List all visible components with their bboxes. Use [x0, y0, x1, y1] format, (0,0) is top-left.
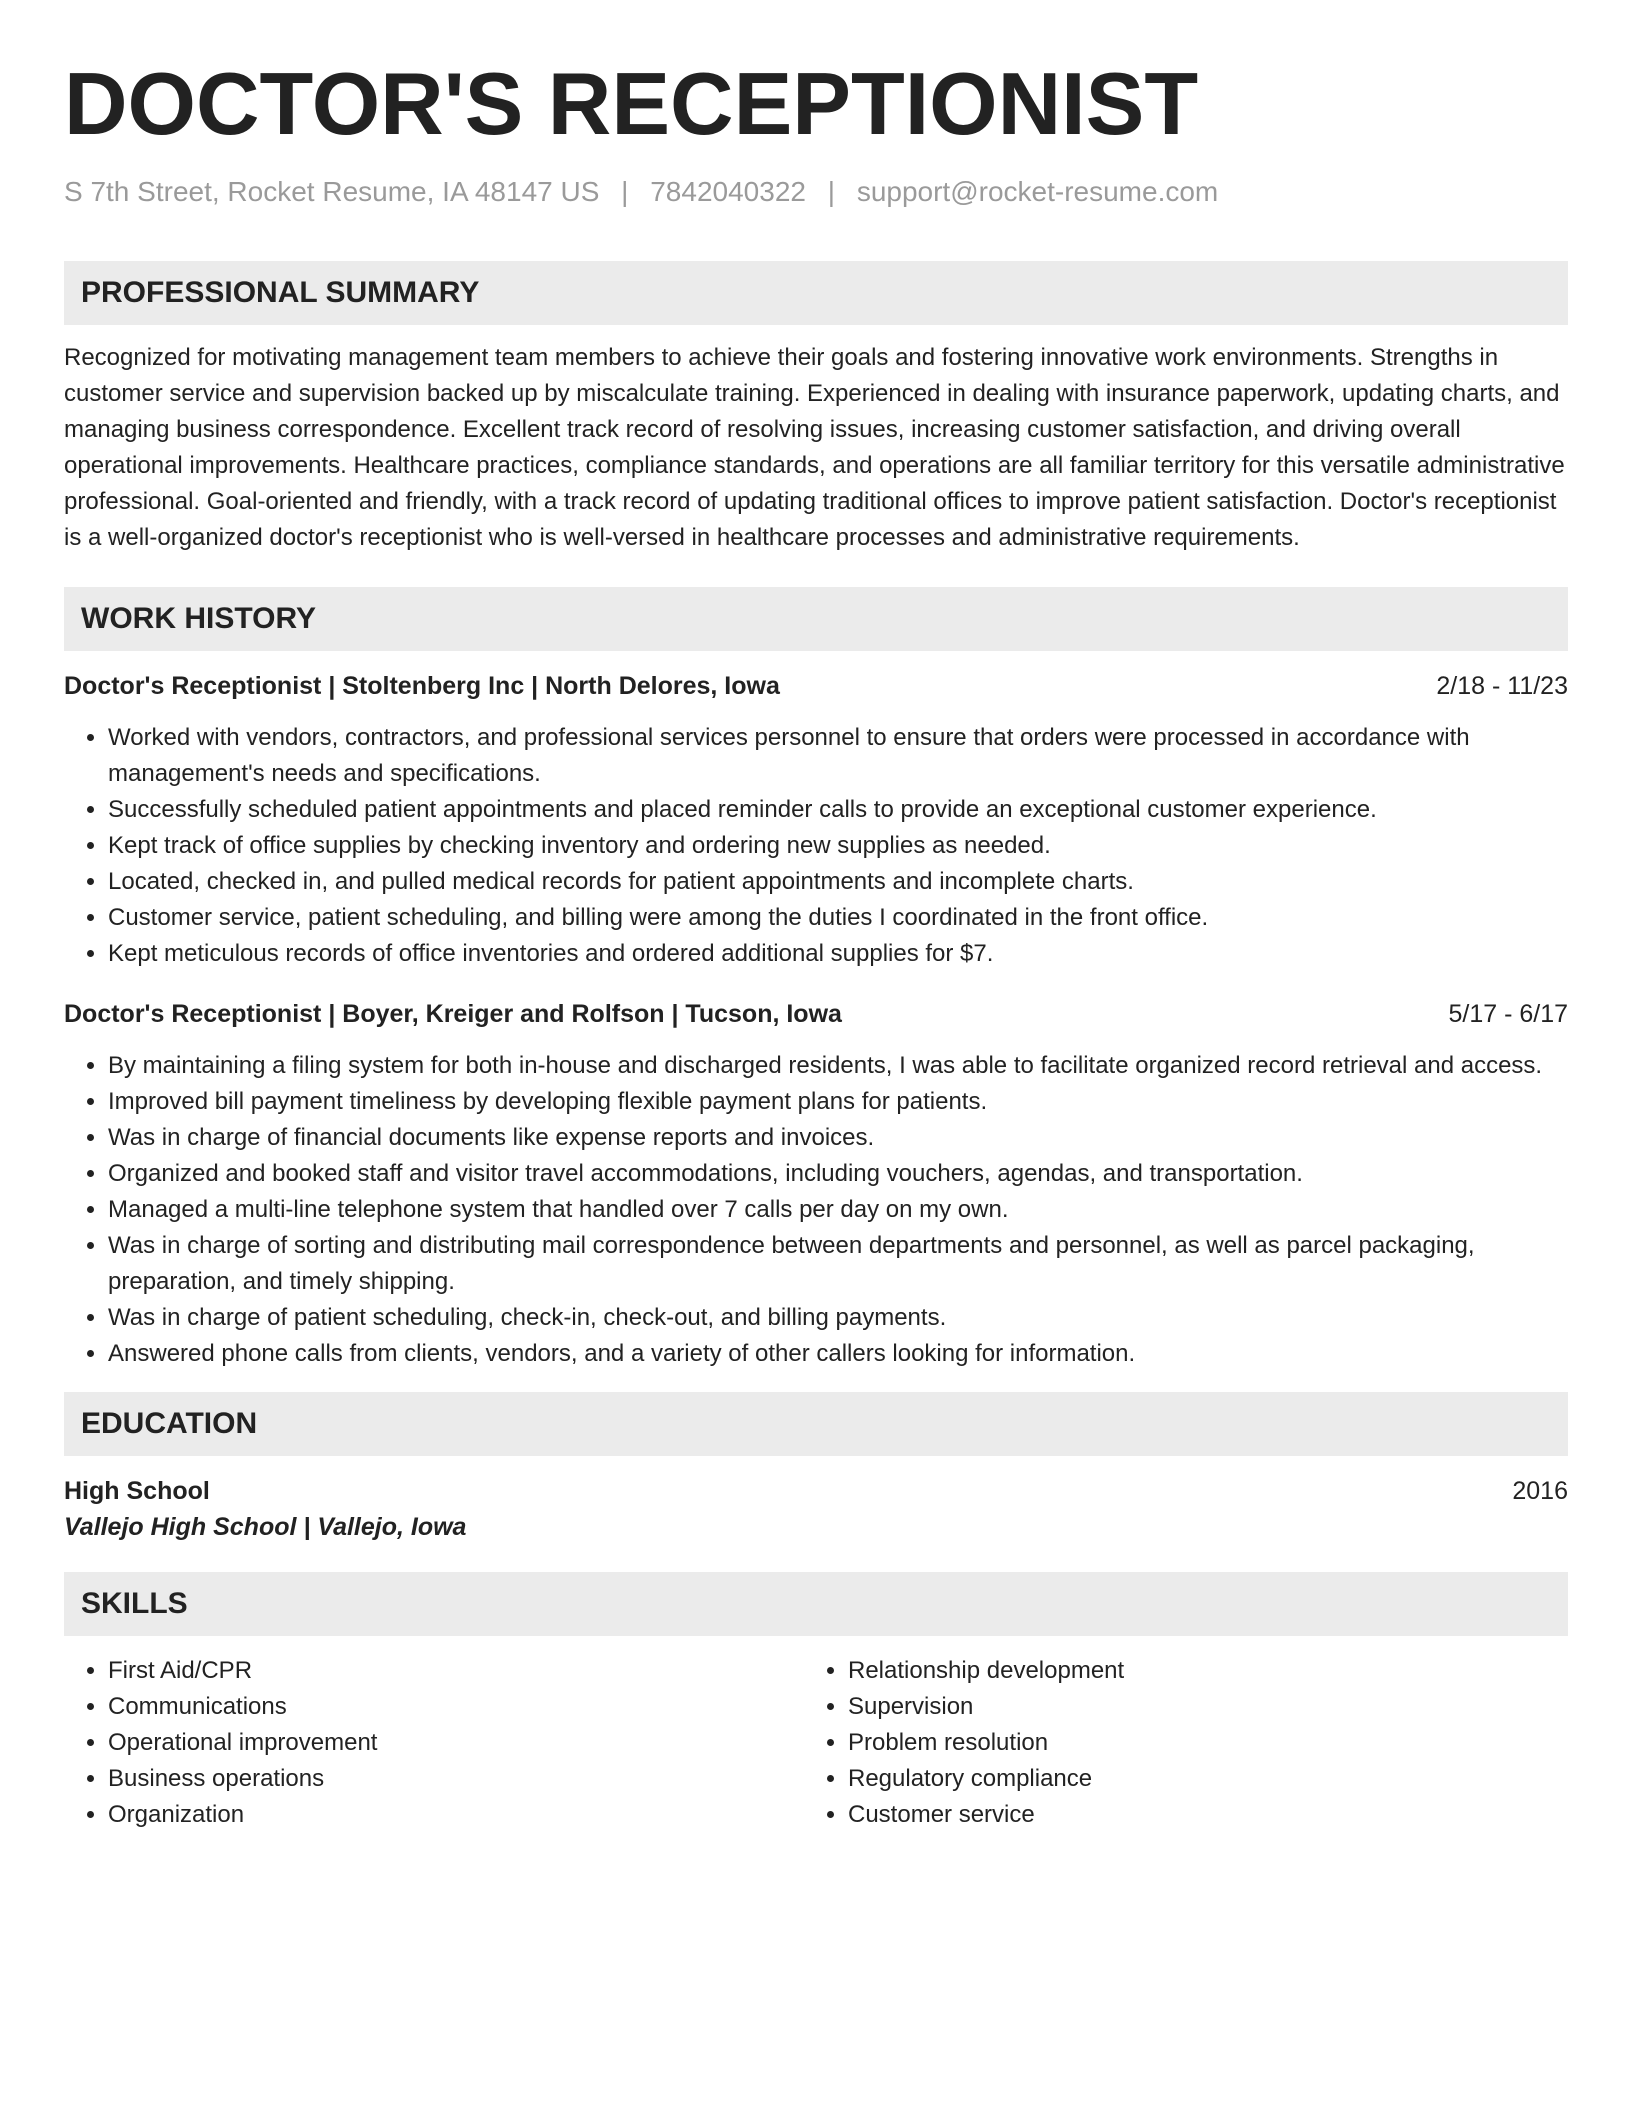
- job-bullet: • Located, checked in, and pulled medical records for patient appointments and incomplete charts.: [108, 864, 1568, 900]
- resume-name: DOCTOR'S RECEPTIONIST: [64, 54, 1199, 153]
- skill-item: • Regulatory compliance: [848, 1761, 1544, 1797]
- skill-item: • Communications: [108, 1689, 804, 1725]
- skill-item: • Relationship development: [848, 1653, 1544, 1689]
- job-bullet: • Was in charge of financial documents like expense reports and invoices.: [108, 1120, 1568, 1156]
- education-year: 2016: [1512, 1477, 1568, 1505]
- job-bullet: • Kept meticulous records of office inventories and ordered additional supplies for $7.: [108, 936, 1568, 972]
- contact-email: support@rocket-resume.com: [856, 176, 1219, 207]
- summary-text: Recognized for motivating management team members to achieve their goals and fostering innovative work environments. Strengths in customer service and supervision backed up by miscalculate training. Experienced in dealing with insurance paperwork, updating charts, and managing business correspondence. Excellent track record of resolving issues, increasing customer satisfaction, and driving overall operational improvements. Healthcare practices, compliance standards, and operations are all familiar territory for this versatile administrative professional. Goal-oriented and friendly, with a track record of updating traditional offices to improve patient satisfaction. Doctor's receptionist is a well-organized doctor's receptionist who is well-versed in healthcare processes and administrative requirements.: [64, 344, 1565, 551]
- contact-separator: |: [621, 176, 629, 207]
- skill-item: • Problem resolution: [848, 1725, 1544, 1761]
- section-heading-work-history: WORK HISTORY: [64, 587, 1568, 651]
- job-dates: 5/17 - 6/17: [1448, 1000, 1568, 1028]
- job-bullet: • Organized and booked staff and visitor travel accommodations, including vouchers, agendas, and transportation.: [108, 1156, 1568, 1192]
- skill-item: • Supervision: [848, 1689, 1544, 1725]
- skill-item: • Customer service: [848, 1797, 1544, 1833]
- section-heading-skills: SKILLS: [64, 1572, 1568, 1636]
- contact-line: [64, 174, 1568, 210]
- contact-address: S 7th Street, Rocket Resume, IA 48147 US: [64, 176, 600, 207]
- skills-list-right: [804, 1653, 1544, 1833]
- job-header: [64, 668, 1568, 704]
- skills-columns: [64, 1653, 1568, 1833]
- job-bullet: • Was in charge of sorting and distributing mail correspondence between departments and personnel, as well as parcel packaging, preparation, and timely shipping.: [108, 1228, 1568, 1300]
- job-bullet: • Successfully scheduled patient appointments and placed reminder calls to provide an exceptional customer experience.: [108, 792, 1568, 828]
- education-school: Vallejo High School | Vallejo, Iowa: [64, 1513, 467, 1541]
- education-degree: High School: [64, 1477, 210, 1505]
- contact-phone: 7842040322: [650, 176, 806, 207]
- skill-item: • Operational improvement: [108, 1725, 804, 1761]
- job-bullet: • Answered phone calls from clients, vendors, and a variety of other callers looking for information.: [108, 1336, 1568, 1372]
- skill-item: • Business operations: [108, 1761, 804, 1797]
- job-bullet: • Was in charge of patient scheduling, check-in, check-out, and billing payments.: [108, 1300, 1568, 1336]
- job-bullet-list: [64, 1048, 1568, 1372]
- job-dates: 2/18 - 11/23: [1436, 672, 1568, 700]
- education-header: [64, 1473, 1568, 1509]
- job-title: Doctor's Receptionist | Stoltenberg Inc | North Delores, Iowa: [64, 672, 780, 700]
- job-bullet: • Improved bill payment timeliness by developing flexible payment plans for patients.: [108, 1084, 1568, 1120]
- job-bullet-list: [64, 720, 1568, 972]
- job-title: Doctor's Receptionist | Boyer, Kreiger and Rolfson | Tucson, Iowa: [64, 1000, 842, 1028]
- job-bullet: • Managed a multi-line telephone system that handled over 7 calls per day on my own.: [108, 1192, 1568, 1228]
- skill-item: • Organization: [108, 1797, 804, 1833]
- job-bullet: • Worked with vendors, contractors, and professional services personnel to ensure that orders were processed in accordance with management's needs and specifications.: [108, 720, 1568, 792]
- section-heading-summary: PROFESSIONAL SUMMARY: [64, 261, 1568, 325]
- job-bullet: • Customer service, patient scheduling, and billing were among the duties I coordinated in the front office.: [108, 900, 1568, 936]
- section-heading-education: EDUCATION: [64, 1392, 1568, 1456]
- skills-list-left: [64, 1653, 804, 1833]
- job-bullet: • Kept track of office supplies by checking inventory and ordering new supplies as needed.: [108, 828, 1568, 864]
- job-bullet: • By maintaining a filing system for both in-house and discharged residents, I was able to facilitate organized record retrieval and access.: [108, 1048, 1568, 1084]
- contact-separator: |: [827, 176, 836, 207]
- skill-item: • First Aid/CPR: [108, 1653, 804, 1689]
- job-header: [64, 996, 1568, 1032]
